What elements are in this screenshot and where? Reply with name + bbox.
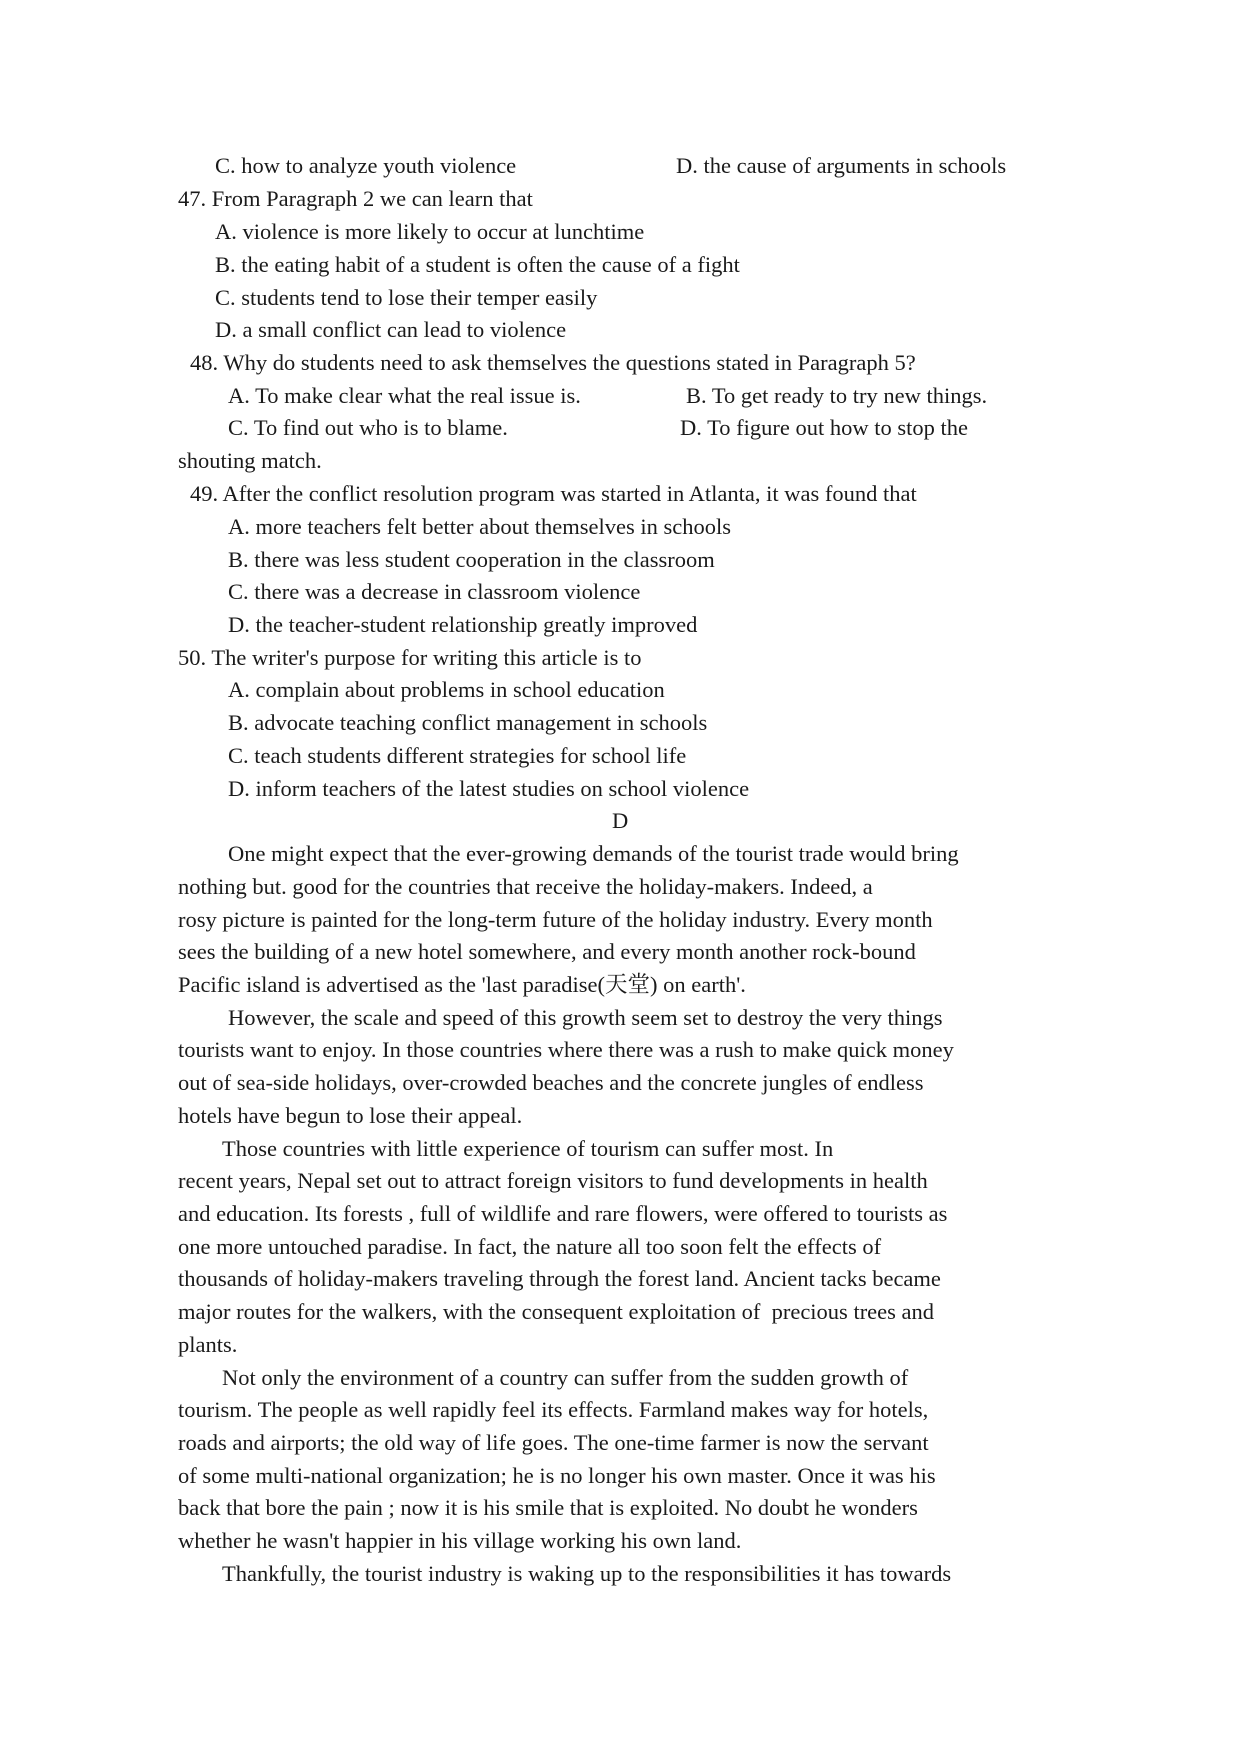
passage-line: rosy picture is painted for the long-term future of the holiday industry. Every month [178,907,933,932]
passage-line: and education. Its forests , full of wildlife and rare flowers, were offered to tourists as [178,1201,948,1226]
passage-line: one more untouched paradise. In fact, the nature all too soon felt the effects of [178,1234,882,1259]
q50-option-c: C. teach students different strategies for school life [228,743,687,768]
q47-option-c: C. students tend to lose their temper easily [215,285,598,310]
q50-option-a: A. complain about problems in school education [228,677,665,702]
passage-heading: D [612,808,629,833]
passage-line: tourists want to enjoy. In those countries where there was a rush to make quick money [178,1037,954,1062]
passage-line: roads and airports; the old way of life goes. The one-time farmer is now the servant [178,1430,929,1455]
q48-option-d-continued: shouting match. [178,448,322,473]
q48-option-a: A. To make clear what the real issue is. [228,383,581,408]
q50-option-b: B. advocate teaching conflict management in schools [228,710,708,735]
passage-line: tourism. The people as well rapidly feel its effects. Farmland makes way for hotels, [178,1397,929,1422]
passage-line: plants. [178,1332,238,1357]
q47-option-d: D. a small conflict can lead to violence [215,317,567,342]
q49-option-a: A. more teachers felt better about themselves in schools [228,514,731,539]
q48-option-c: C. To find out who is to blame. [228,415,508,440]
passage-line: Those countries with little experience of tourism can suffer most. In [222,1136,834,1161]
passage-line: One might expect that the ever-growing demands of the tourist trade would bring [228,841,959,866]
passage-line: whether he wasn't happier in his village working his own land. [178,1528,742,1553]
passage-line: thousands of holiday-makers traveling through the forest land. Ancient tacks became [178,1266,941,1291]
q49-option-d: D. the teacher-student relationship greatly improved [228,612,698,637]
passage-line: out of sea-side holidays, over-crowded beaches and the concrete jungles of endless [178,1070,924,1095]
passage-line: hotels have begun to lose their appeal. [178,1103,523,1128]
q50-option-d: D. inform teachers of the latest studies on school violence [228,776,750,801]
q49-option-c: C. there was a decrease in classroom violence [228,579,641,604]
passage-line: Pacific island is advertised as the 'last paradise(天堂) on earth'. [178,972,746,997]
q46-option-d: D. the cause of arguments in schools [676,153,1007,178]
passage-line: recent years, Nepal set out to attract foreign visitors to fund developments in health [178,1168,928,1193]
q48-option-b: B. To get ready to try new things. [686,383,988,408]
q48-stem: 48. Why do students need to ask themselves the questions stated in Paragraph 5? [190,350,916,375]
passage-line: back that bore the pain ; now it is his smile that is exploited. No doubt he wonders [178,1495,918,1520]
q49-option-b: B. there was less student cooperation in the classroom [228,547,715,572]
passage-line: Thankfully, the tourist industry is waking up to the responsibilities it has towards [222,1561,952,1586]
q46-option-c: C. how to analyze youth violence [215,153,517,178]
q47-option-b: B. the eating habit of a student is often the cause of a fight [215,252,740,277]
q50-stem: 50. The writer's purpose for writing this article is to [178,645,642,670]
passage-line: major routes for the walkers, with the consequent exploitation of precious trees and [178,1299,935,1324]
passage-line: nothing but. good for the countries that receive the holiday-makers. Indeed, a [178,874,873,899]
passage-line: However, the scale and speed of this growth seem set to destroy the very things [228,1005,943,1030]
q47-stem: 47. From Paragraph 2 we can learn that [178,186,533,211]
q49-stem: 49. After the conflict resolution program was started in Atlanta, it was found that [190,481,917,506]
passage-line: of some multi-national organization; he is no longer his own master. Once it was his [178,1463,936,1488]
passage-line: Not only the environment of a country can suffer from the sudden growth of [222,1365,909,1390]
q47-option-a: A. violence is more likely to occur at lunchtime [215,219,645,244]
q48-option-d: D. To figure out how to stop the [680,415,968,440]
passage-line: sees the building of a new hotel somewhere, and every month another rock-bound [178,939,916,964]
